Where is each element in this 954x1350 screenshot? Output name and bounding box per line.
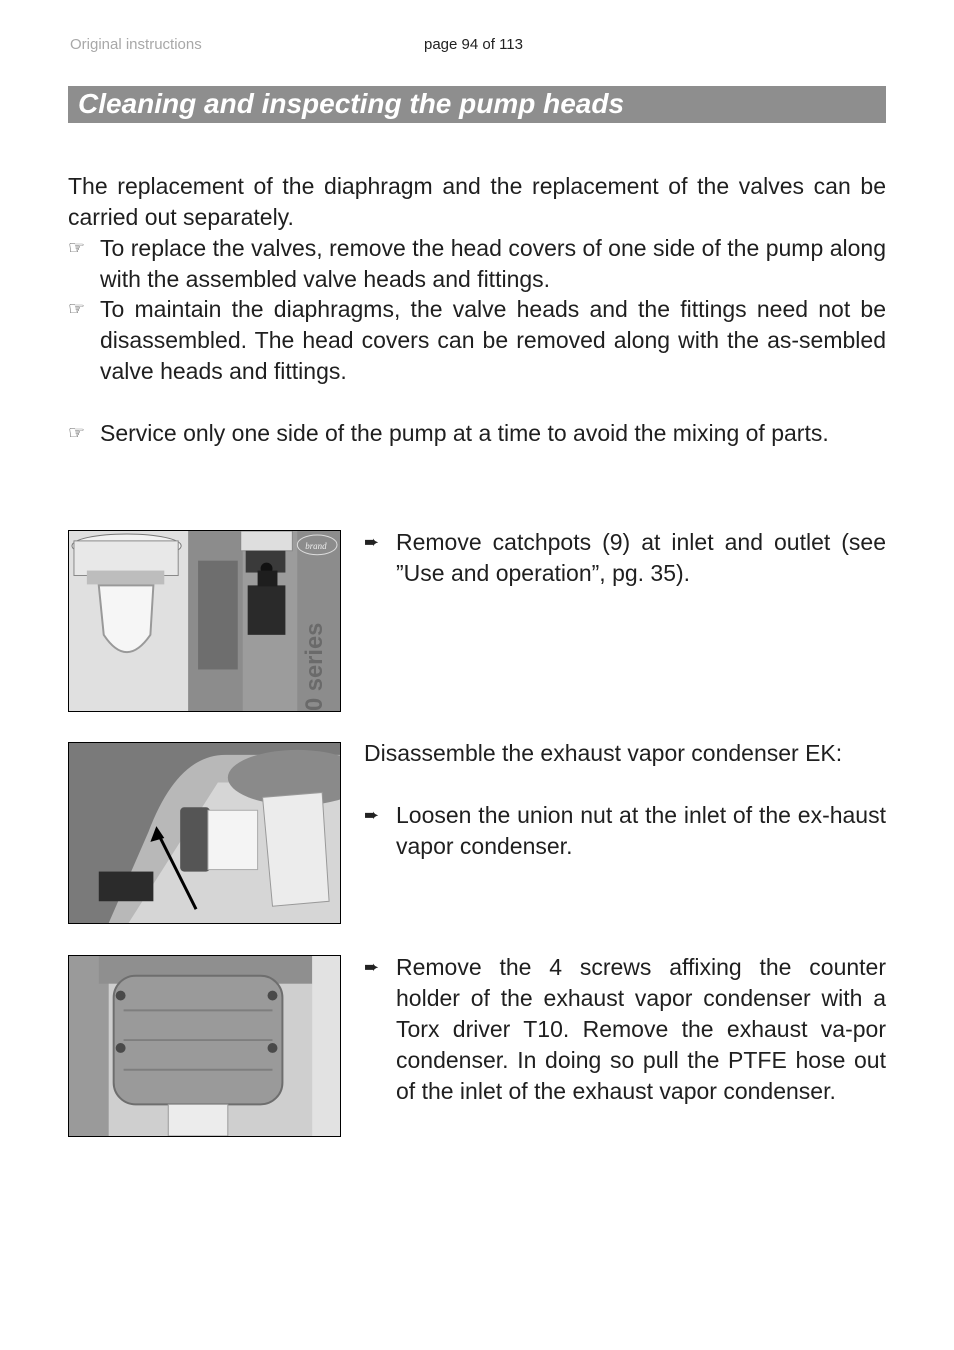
step-remove-screws: Remove the 4 screws affixing the counter holder of the exhaust vapor condenser with a Torx driver T10. Remove the exhaust va-por condenser. In doing so pull the PTFE hose out of the inlet of the exhaust vapor condenser. <box>396 954 886 1104</box>
pointing-hand-icon: ☞ <box>68 423 86 444</box>
photo-catchpots <box>68 530 341 712</box>
intro-paragraph: The replacement of the diaphragm and the replacement of the valves can be carried out separately. <box>68 173 886 230</box>
photo-series-label: 0 series <box>301 622 329 711</box>
photo-counter-holder <box>68 955 341 1137</box>
note-service-one-side: Service only one side of the pump at a time to avoid the mixing of parts. <box>100 420 829 446</box>
note-diaphragms: To maintain the diaphragms, the valve heads and the fittings need not be disassembled. The head covers can be removed along with the as-sembled valve heads and fittings. <box>100 296 886 384</box>
note-valves: To replace the valves, remove the head covers of one side of the pump along with the assembled valve heads and fittings. <box>100 235 886 292</box>
arrow-right-icon: ➨ <box>364 957 380 977</box>
step-loosen-union-nut: Loosen the union nut at the inlet of the ex-haust vapor condenser. <box>396 802 886 859</box>
step-disassemble-lead: Disassemble the exhaust vapor condenser EK: <box>364 740 843 766</box>
pointing-hand-icon: ☞ <box>68 238 86 259</box>
arrow-right-icon: ➨ <box>364 805 380 825</box>
arrow-right-icon: ➨ <box>364 532 380 552</box>
section-title-bar <box>68 86 886 123</box>
step-remove-catchpots: Remove catchpots (9) at inlet and outlet (see ”Use and operation”, pg. 35). <box>396 529 886 586</box>
photo-union-nut <box>68 742 341 924</box>
page-number: page 94 of 113 <box>424 36 523 53</box>
section-title: Cleaning and inspecting the pump heads <box>78 88 625 119</box>
header-document-label: Original instructions <box>70 36 202 53</box>
pointing-hand-icon: ☞ <box>68 299 86 320</box>
photo-brand-logo: brand <box>305 540 327 551</box>
